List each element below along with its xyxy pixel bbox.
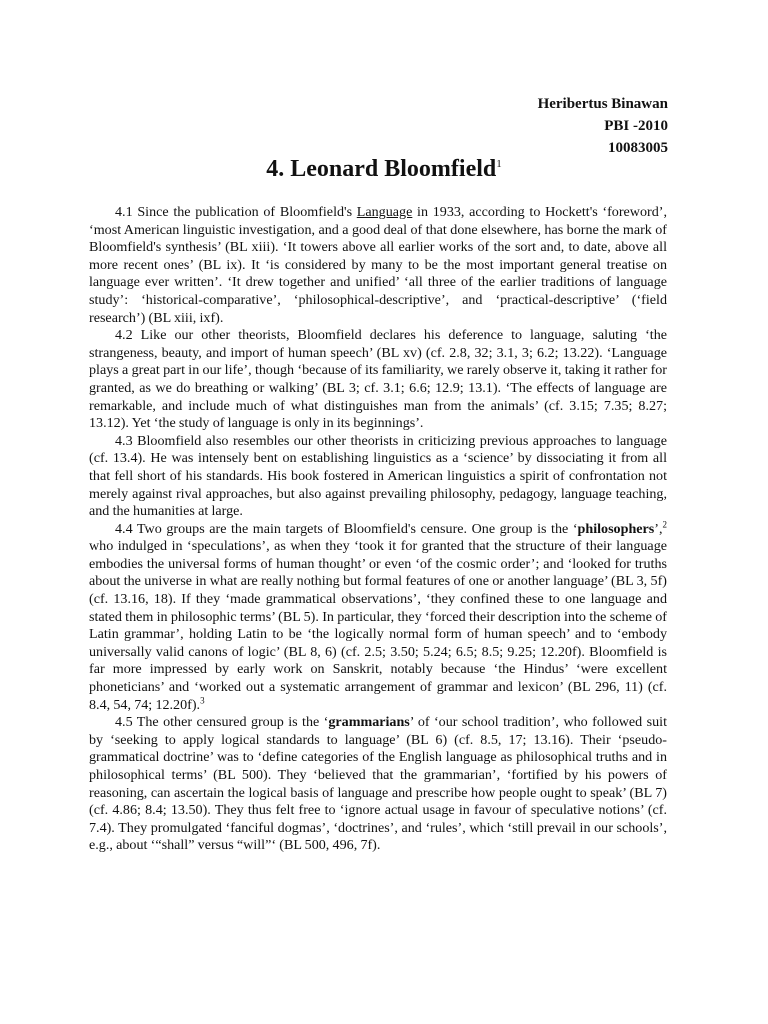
- paragraph-4-4-text-a: 4.4 Two groups are the main targets of Bloomfield's censure. One group is the ‘: [115, 520, 578, 537]
- paragraph-4-5-text-b: ’ of ‘our school tradition’, who followed suit by ‘seeking to apply logical standards to language’ (BL 6) (cf. 8.5, 17; 13.16). Their ‘pseudo-grammatical doctrine’ was to ‘define categories of the English language as philosophical truths and in philosophical terms’ (BL 500). They ‘believed that the grammarian’, ‘fortified by his powers of reasoning, can ascertain the logical basis of language and prescribe how people ought to speak’ (BL 7) (cf. 4.86; 8.4; 13.50). They thus felt free to ‘ignore actual usage in favour of speculative notions’ (cf. 7.4). They promulgated ‘fanciful dogmas’, ‘doctrines’, and ‘rules’, which ‘still prevail in our schools’, e.g., about ‘“shall” versus “will”‘ (BL 500, 496, 7f).: [89, 714, 667, 854]
- paragraph-4-1: [89, 204, 667, 327]
- paragraph-4-3: 4.3 Bloomfield also resembles our other theorists in criticizing previous approaches to language (cf. 13.4). He was intensely bent on establishing linguistics as a ‘science’ by dissociating it from all that fell short of his standards. His book fostered in American linguistics a spirit of confrontation not merely against rival approaches, but also against prevailing philosophy, pedagogy, language teaching, and the humanities at large.: [89, 432, 667, 520]
- chapter-title: [0, 154, 768, 184]
- title-footnote-marker: 1: [496, 158, 502, 170]
- paragraph-4-1-text-a: 4.1 Since the publication of Bloomfield's: [115, 204, 357, 220]
- book-title-language: Language: [356, 204, 413, 220]
- footnote-marker-3: 3: [200, 694, 205, 705]
- body-text: [89, 204, 667, 855]
- paragraph-4-1-text-b: in 1933, according to Hockett's ‘foreword’, ‘most American linguistic investigation, and a good deal of that done elsewhere, has borne the mark of Bloomfield's synthesis’ (BL xiii). ‘It towers above all earlier works of the sort and, to date, above all more recent ones’ (BL ix). It ‘is considered by many to be the most important general treatise on language ever written’. ‘It drew together and unified’ ‘all three of the earlier traditions of language study’: ‘historical-comparative’, ‘philosophical-descriptive’, and ‘practical-descriptive’ (‘field research’) (BL xiii, ixf).: [89, 204, 667, 326]
- paragraph-4-4: [89, 521, 667, 715]
- author-block: [538, 93, 668, 159]
- chapter-title-text: 4. Leonard Bloomfield: [266, 156, 497, 182]
- paragraph-4-5: [89, 714, 667, 855]
- term-grammarians: grammarians: [328, 714, 410, 731]
- student-id: 10083005: [608, 140, 668, 156]
- paragraph-4-4-text-c: who indulged in ‘speculations’, as when they ‘took it for granted that the structure of their language embodies the universal forms of human thought’ or even ‘of the cosmic order’; and ‘looked for truths about the universe in what are really nothing but formal features of one or another language’ (BL 3, 5f) (cf. 13.16, 18). If they ‘made grammatical observations’, ‘they confined these to one language and stated them in philosophic terms’ (BL 5). In particular, they ‘forced their description into the scheme of Latin grammar’, holding Latin to be ‘the logically normal form of human speech’ and to ‘embody universally valid canons of logic’ (BL 8, 6) (cf. 2.5; 3.50; 5.24; 6.5; 8.5; 9.25; 12.20f). Bloomfield is far more impressed by early work on Sanskrit, notably because ‘the Hindus’ ‘were excellent phoneticians’ and ‘worked out a systematic arrangement of grammar and lexicon’ (BL 296, 11) (cf. 8.4, 54, 74; 12.20f).: [89, 538, 667, 713]
- paragraph-4-4-text-b: ’,: [654, 520, 663, 537]
- paragraph-4-2: 4.2 Like our other theorists, Bloomfield declares his deference to language, saluting ‘the strangeness, beauty, and import of human speech’ (BL xv) (cf. 2.8, 32; 3.1, 3; 6.2; 13.22). ‘Language plays a great part in our life’, though ‘because of its familiarity, we rarely observe it, taking it rather for granted, as we do breathing or walking’ (BL 3; cf. 3.1; 6.6; 12.9; 13.1). ‘The effects of language are remarkable, and include much of what distinguishes man from the animals’ (cf. 3.15; 7.35; 8.27; 13.12). Yet ‘the study of language is only in its beginnings’.: [89, 327, 667, 432]
- term-philosophers: philosophers: [577, 520, 655, 537]
- class-label: PBI -2010: [604, 118, 668, 134]
- author-name: Heribertus Binawan: [537, 96, 668, 112]
- paragraph-4-5-text-a: 4.5 The other censured group is the ‘: [115, 714, 329, 731]
- footnote-marker-2: 2: [662, 519, 667, 529]
